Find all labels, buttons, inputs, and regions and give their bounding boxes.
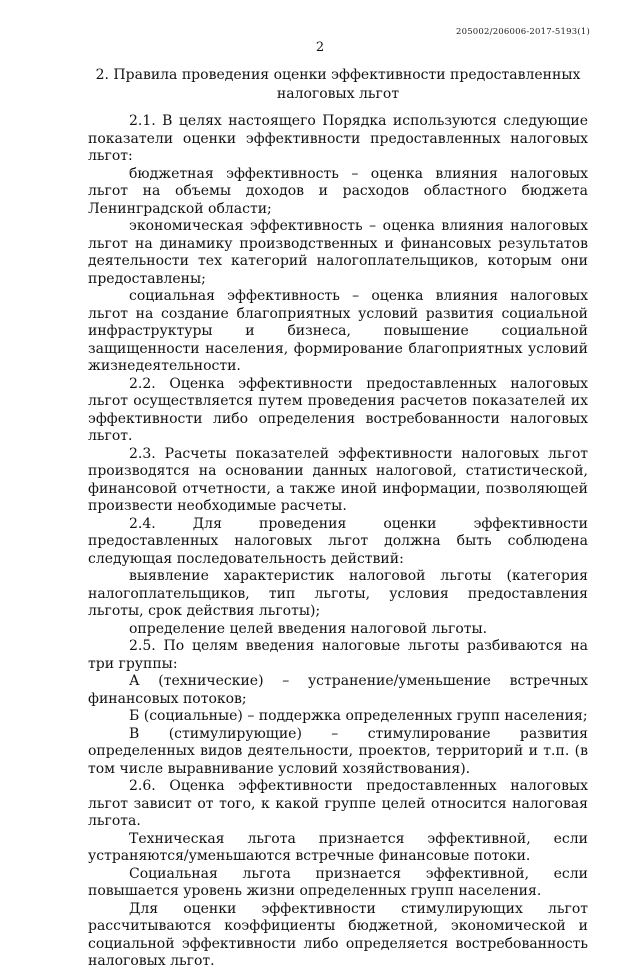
paragraph-group-b: Б (социальные) – поддержка определенных групп населения; xyxy=(129,708,588,724)
paragraph-2-4: 2.4. Для проведения оценки эффективности предоставленных налоговых льгот должна быть соблюдена следующая последовательность действий: xyxy=(88,515,588,567)
paragraph-goal-definition: определение целей введения налоговой льготы. xyxy=(129,620,488,637)
paragraph-2-2: 2.2. Оценка эффективности предоставленных налоговых льгот осуществляется путем проведения расчетов показателей их эффективности либо определения востребованности налоговых льгот. xyxy=(88,375,588,444)
paragraph-2-6: 2.6. Оценка эффективности предоставленных налоговых льгот зависит от того, к какой группе целей относится налоговая льгота. xyxy=(88,778,588,829)
paragraph-social-benefit: Социальная льгота признается эффективной, если повышается уровень жизни определенных групп населения. xyxy=(88,865,588,899)
paragraph-2-1: 2.1. В целях настоящего Порядка используются следующие показатели оценки эффективности предоставленных налоговых льгот: xyxy=(88,113,588,164)
paragraph-social-efficiency: социальная эффективность – оценка влияния налоговых льгот на создание благоприятных условий развития социальной инфраструктуры и бизнеса, повышение социальной защищенности населения, формирование благоприятных условий жизнедеятельности. xyxy=(88,288,588,374)
paragraph-group-a: А (технические) – устранение/уменьшение встречных финансовых потоков; xyxy=(88,673,588,707)
section-title: 2. Правила проведения оценки эффективности предоставленных налоговых льгот xyxy=(95,67,581,102)
page-number: 2 xyxy=(315,40,325,55)
paragraph-economic-efficiency: экономическая эффективность – оценка влияния налоговых льгот на динамику производственных и финансовых результатов деятельности тех категорий налогоплательщиков, которым они предоставлены; xyxy=(88,218,588,287)
paragraph-stimulating-benefit: Для оценки эффективности стимулирующих льгот рассчитываются коэффициенты бюджетной, экономической и социальной эффективности либо определяется востребованность налоговых льгот. xyxy=(88,900,588,969)
document-code: 205002/206006-2017-5193(1) xyxy=(455,27,590,37)
paragraph-technical-benefit: Техническая льгота признается эффективной, если устраняются/уменьшаются встречные финансовые потоки. xyxy=(88,830,588,864)
paragraph-2-5: 2.5. По целям введения налоговые льготы разбиваются на три группы: xyxy=(88,638,588,672)
paragraph-2-3: 2.3. Расчеты показателей эффективности налоговых льгот производятся на основании данных налоговой, статистической, финансовой отчетности, а также иной информации, позволяющей произвести необходимые расчеты. xyxy=(88,445,588,514)
paragraph-budget-efficiency: бюджетная эффективность – оценка влияния налоговых льгот на объемы доходов и расходов областного бюджета Ленинградской области; xyxy=(88,165,588,217)
document-body xyxy=(88,113,588,971)
paragraph-group-c: В (стимулирующие) – стимулирование развития определенных видов деятельности, проектов, территорий и т.п. (в том числе выравнивание условий хозяйствования). xyxy=(88,725,588,777)
paragraph-identification: выявление характеристик налоговой льготы (категория налогоплательщиков, тип льготы, условия предоставления льготы, срок действия льготы); xyxy=(88,568,588,619)
